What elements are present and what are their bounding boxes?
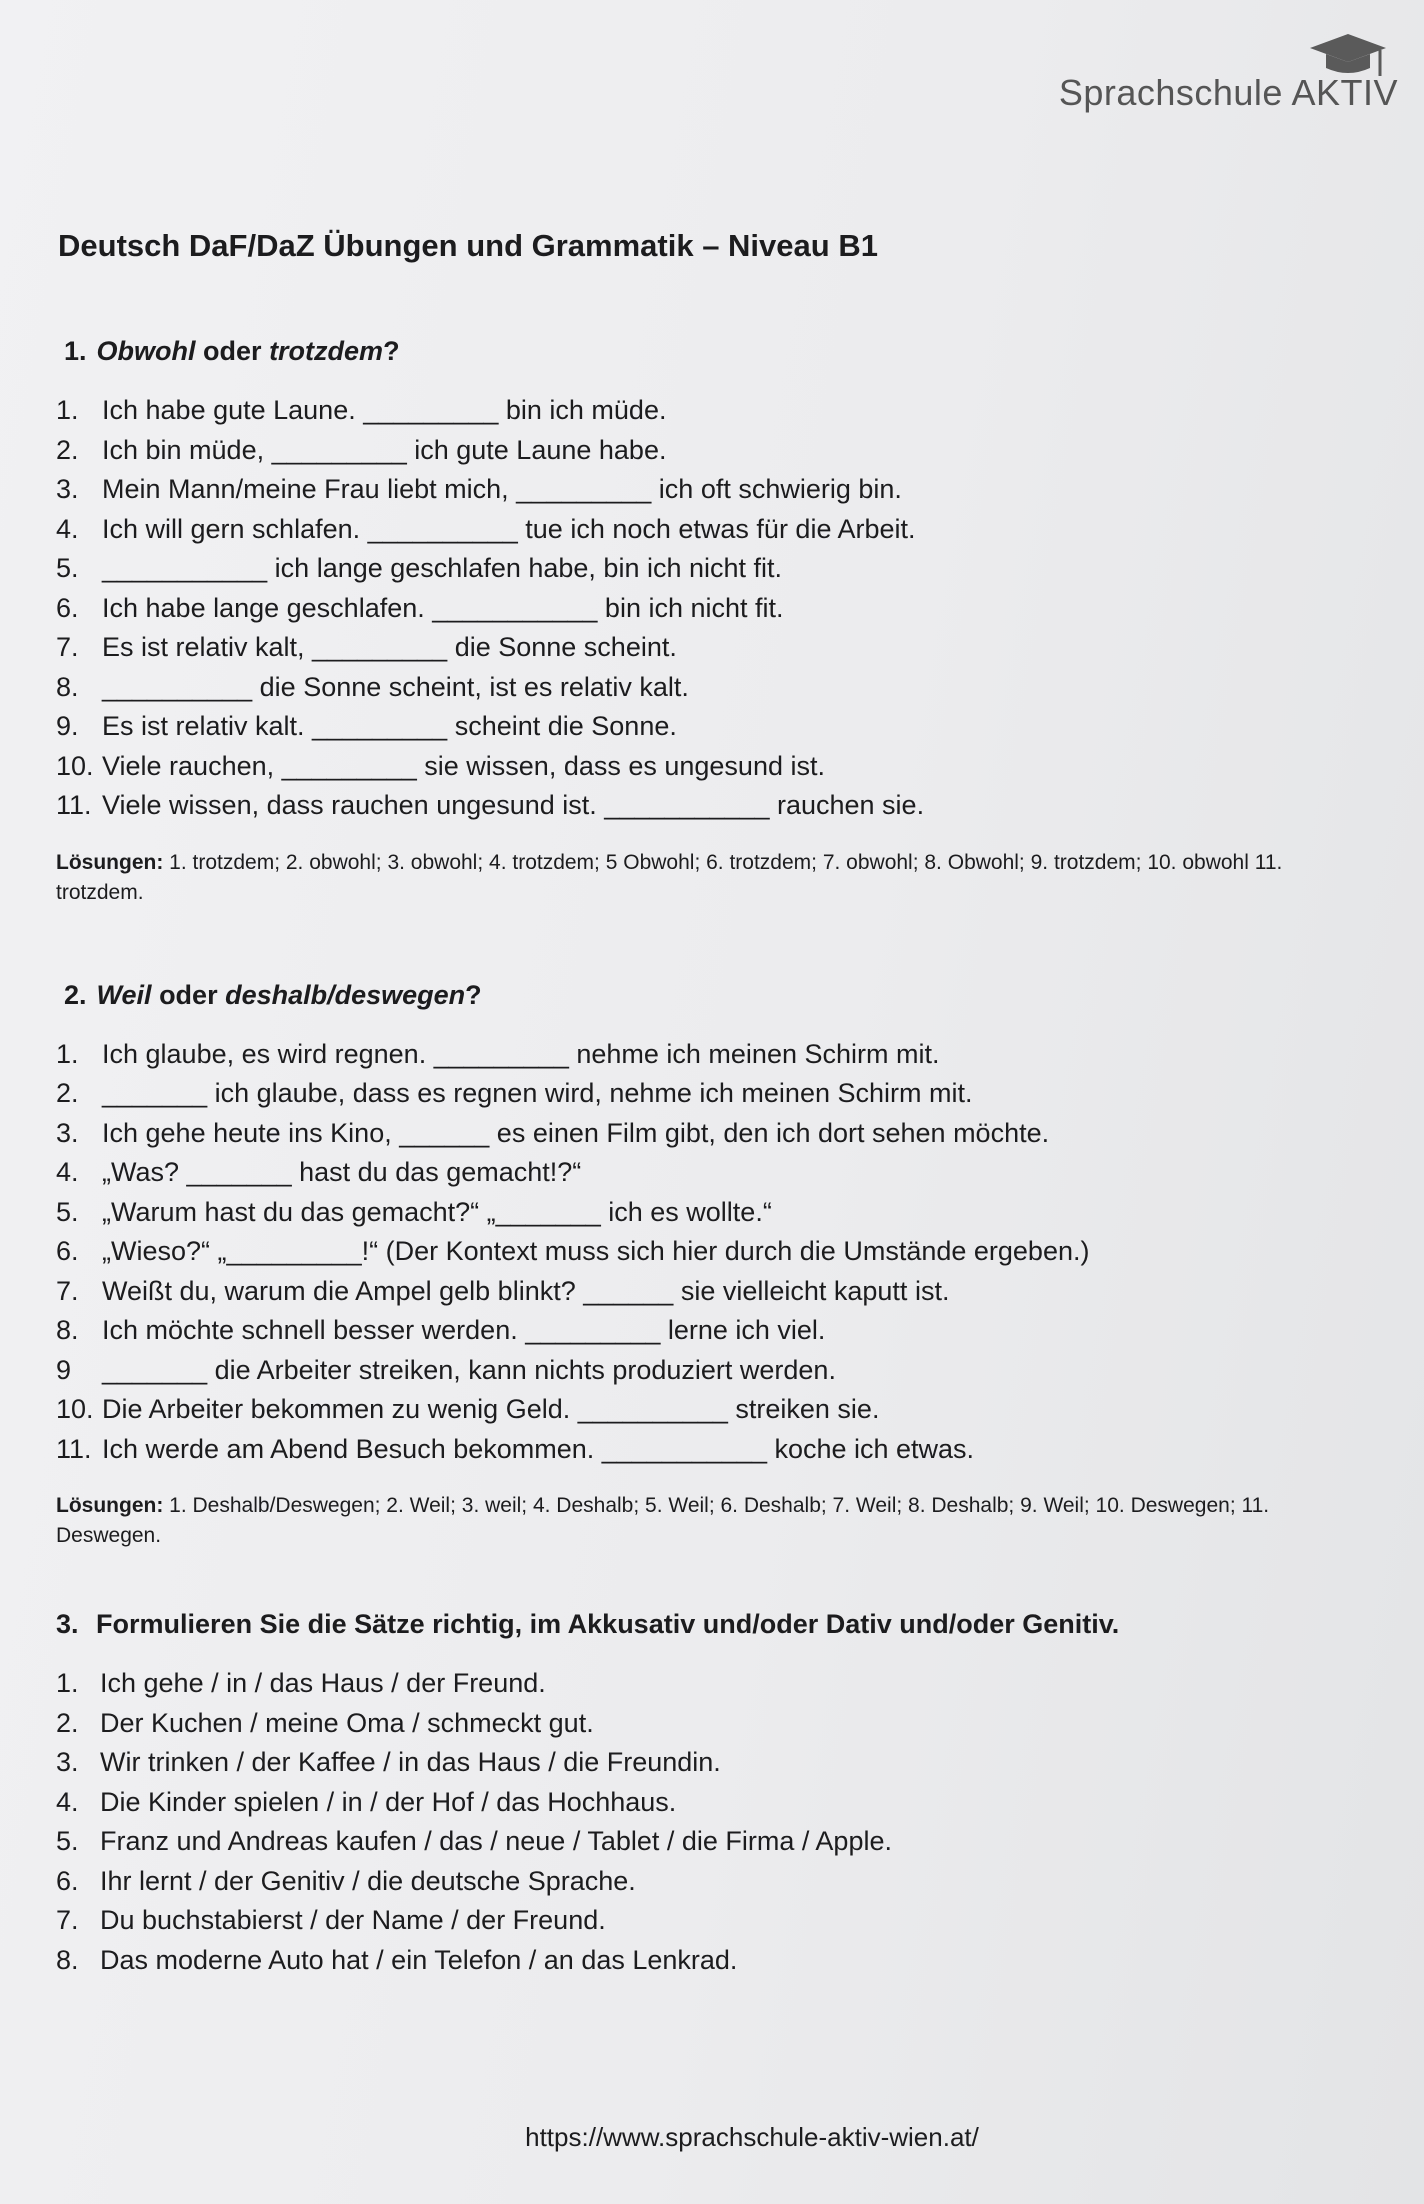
item-text: Ich gehe / in / das Haus / der Freund. <box>100 1668 546 1698</box>
item-number: 9 <box>56 1354 72 1385</box>
item-number: 11. <box>56 790 92 820</box>
footer-url: https://www.sprachschule-aktiv-wien.at/ <box>525 2122 979 2152</box>
section-heading <box>64 336 1356 367</box>
item-text: Weißt du, warum die Ampel gelb blinkt? ______ sie vielleicht kaputt ist. <box>102 1275 950 1306</box>
item-number: 3. <box>56 474 79 504</box>
item-text: „Was? _______ hast du das gemacht!?“ <box>102 1157 582 1187</box>
exercise-item <box>56 1941 1356 1981</box>
item-text: Viele wissen, dass rauchen ungesund ist. ___________ rauchen sie. <box>102 790 925 820</box>
item-number: 1. <box>56 1038 79 1069</box>
exercise-item <box>56 747 1356 787</box>
solutions-label: Lösungen: <box>56 1494 164 1517</box>
exercise-item <box>56 1822 1356 1862</box>
exercise-item <box>56 1862 1356 1902</box>
section-obwohl-trotzdem <box>56 336 1356 908</box>
item-text: „Warum hast du das gemacht?“ „_______ ich es wollte.“ <box>102 1196 772 1227</box>
item-number: 6. <box>56 592 79 623</box>
exercise-item <box>56 1311 1356 1351</box>
item-text: Mein Mann/meine Frau liebt mich, _________ ich oft schwierig bin. <box>102 474 902 504</box>
item-text: Die Kinder spielen / in / der Hof / das Hochhaus. <box>100 1786 677 1817</box>
item-number: 11. <box>56 1433 92 1464</box>
solutions <box>56 1491 1296 1551</box>
exercise-item <box>56 1035 1356 1075</box>
exercise-list <box>56 391 1356 826</box>
exercise-item <box>56 431 1356 471</box>
item-number: 10. <box>56 750 94 781</box>
heading-connector: oder <box>203 336 262 366</box>
section-heading <box>64 980 1356 1011</box>
item-number: 4. <box>56 1157 79 1187</box>
section-weil-deshalb <box>56 980 1356 1552</box>
item-number: 9. <box>56 711 79 741</box>
section-number: 1. <box>64 336 87 366</box>
item-number: 6. <box>56 1865 79 1896</box>
exercise-item <box>56 1664 1356 1704</box>
item-number: 8. <box>56 1944 79 1975</box>
item-number: 7. <box>56 632 79 662</box>
exercise-item <box>56 1430 1356 1470</box>
item-text: __________ die Sonne scheint, ist es relativ kalt. <box>102 671 689 702</box>
item-number: 8. <box>56 671 79 702</box>
item-text: Ich bin müde, _________ ich gute Laune habe. <box>102 434 667 465</box>
exercise-list <box>56 1035 1356 1470</box>
exercise-list <box>56 1664 1356 1980</box>
exercise-item <box>56 589 1356 629</box>
solutions-label: Lösungen: <box>56 850 164 874</box>
item-number: 2. <box>56 1078 79 1108</box>
exercise-item <box>56 628 1356 668</box>
item-text: Ihr lernt / der Genitiv / die deutsche Sprache. <box>100 1865 636 1896</box>
section-kasus <box>56 1609 1356 1980</box>
item-number: 8. <box>56 1315 79 1345</box>
item-number: 3. <box>56 1117 79 1148</box>
exercise-item <box>56 786 1356 826</box>
section-number: 2. <box>64 979 87 1010</box>
exercise-item <box>56 549 1356 589</box>
heading-end: ? <box>465 979 482 1010</box>
exercise-item <box>56 1351 1356 1391</box>
item-number: 7. <box>56 1275 79 1306</box>
exercise-item <box>56 1901 1356 1941</box>
exercise-item <box>56 1074 1356 1114</box>
item-number: 1. <box>56 1668 79 1698</box>
exercise-item <box>56 510 1356 550</box>
exercise-item <box>56 1272 1356 1312</box>
heading-word-a: Weil <box>96 979 152 1010</box>
item-text: Viele rauchen, _________ sie wissen, dass es ungesund ist. <box>102 750 825 781</box>
solutions <box>56 848 1296 908</box>
logo-text: Sprachschule AKTIV <box>1058 72 1398 113</box>
exercise-item <box>56 1783 1356 1823</box>
worksheet-content <box>56 228 1356 1980</box>
item-number: 3. <box>56 1747 79 1777</box>
item-text: ___________ ich lange geschlafen habe, bin ich nicht fit. <box>102 553 783 583</box>
item-number: 1. <box>56 395 79 425</box>
item-text: Du buchstabierst / der Name / der Freund. <box>100 1905 606 1935</box>
item-number: 5. <box>56 553 79 583</box>
heading-connector: oder <box>159 979 218 1010</box>
heading-text: Formulieren Sie die Sätze richtig, im Akkusativ und/oder Dativ und/oder Genitiv. <box>96 1609 1120 1639</box>
item-text: Wir trinken / der Kaffee / in das Haus / die Freundin. <box>100 1747 721 1777</box>
heading-word-b: deshalb/deswegen <box>225 979 466 1010</box>
item-text: Ich gehe heute ins Kino, ______ es einen Film gibt, den ich dort sehen möchte. <box>102 1117 1050 1148</box>
exercise-item <box>56 668 1356 708</box>
section-heading <box>56 1609 1356 1640</box>
item-text: _______ die Arbeiter streiken, kann nichts produziert werden. <box>102 1354 836 1385</box>
item-text: _______ ich glaube, dass es regnen wird, nehme ich meinen Schirm mit. <box>102 1078 973 1108</box>
exercise-item <box>56 1114 1356 1154</box>
item-text: Es ist relativ kalt, _________ die Sonne scheint. <box>102 632 677 662</box>
item-number: 2. <box>56 434 79 465</box>
exercise-item <box>56 470 1356 510</box>
item-number: 10. <box>56 1394 94 1424</box>
item-number: 4. <box>56 513 79 544</box>
item-text: Franz und Andreas kaufen / das / neue / Tablet / die Firma / Apple. <box>100 1826 892 1856</box>
exercise-item <box>56 1193 1356 1233</box>
item-text: Ich will gern schlafen. __________ tue ich noch etwas für die Arbeit. <box>102 513 916 544</box>
item-text: Das moderne Auto hat / ein Telefon / an das Lenkrad. <box>100 1944 738 1975</box>
school-logo <box>1038 30 1398 120</box>
exercise-item <box>56 1153 1356 1193</box>
item-text: Die Arbeiter bekommen zu wenig Geld. __________ streiken sie. <box>102 1394 880 1424</box>
heading-word-a: Obwohl <box>96 336 196 366</box>
item-number: 2. <box>56 1707 79 1738</box>
item-number: 5. <box>56 1196 79 1227</box>
item-number: 5. <box>56 1826 79 1856</box>
exercise-item <box>56 1390 1356 1430</box>
exercise-item <box>56 1743 1356 1783</box>
item-number: 6. <box>56 1236 79 1266</box>
solutions-text: 1. trotzdem; 2. obwohl; 3. obwohl; 4. trotzdem; 5 Obwohl; 6. trotzdem; 7. obwohl; 8. Obwohl; 9. trotzdem; 10. obwohl 11. trotzdem. <box>56 850 1283 904</box>
heading-end: ? <box>383 336 400 366</box>
footer <box>0 2122 1424 2153</box>
item-text: Ich habe lange geschlafen. ___________ bin ich nicht fit. <box>102 592 784 623</box>
item-text: Es ist relativ kalt. _________ scheint die Sonne. <box>102 711 677 741</box>
item-text: Ich glaube, es wird regnen. _________ nehme ich meinen Schirm mit. <box>102 1038 940 1069</box>
item-text: „Wieso?“ „_________!“ (Der Kontext muss sich hier durch die Umstände ergeben.) <box>102 1236 1090 1266</box>
exercise-item <box>56 1232 1356 1272</box>
page-title: Deutsch DaF/DaZ Übungen und Grammatik – Niveau B1 <box>58 228 878 263</box>
item-text: Ich habe gute Laune. _________ bin ich müde. <box>102 395 667 425</box>
solutions-text: 1. Deshalb/Deswegen; 2. Weil; 3. weil; 4. Deshalb; 5. Weil; 6. Deshalb; 7. Weil; 8. Deshalb; 9. Weil; 10. Deswegen; 11. Deswegen. <box>56 1494 1270 1547</box>
section-number: 3. <box>56 1609 79 1639</box>
item-number: 7. <box>56 1905 79 1935</box>
exercise-item <box>56 707 1356 747</box>
item-text: Der Kuchen / meine Oma / schmeckt gut. <box>100 1707 594 1738</box>
exercise-item <box>56 1704 1356 1744</box>
item-text: Ich möchte schnell besser werden. _________ lerne ich viel. <box>102 1315 826 1345</box>
exercise-item <box>56 391 1356 431</box>
heading-word-b: trotzdem <box>269 336 384 366</box>
item-number: 4. <box>56 1786 79 1817</box>
item-text: Ich werde am Abend Besuch bekommen. ___________ koche ich etwas. <box>102 1433 975 1464</box>
